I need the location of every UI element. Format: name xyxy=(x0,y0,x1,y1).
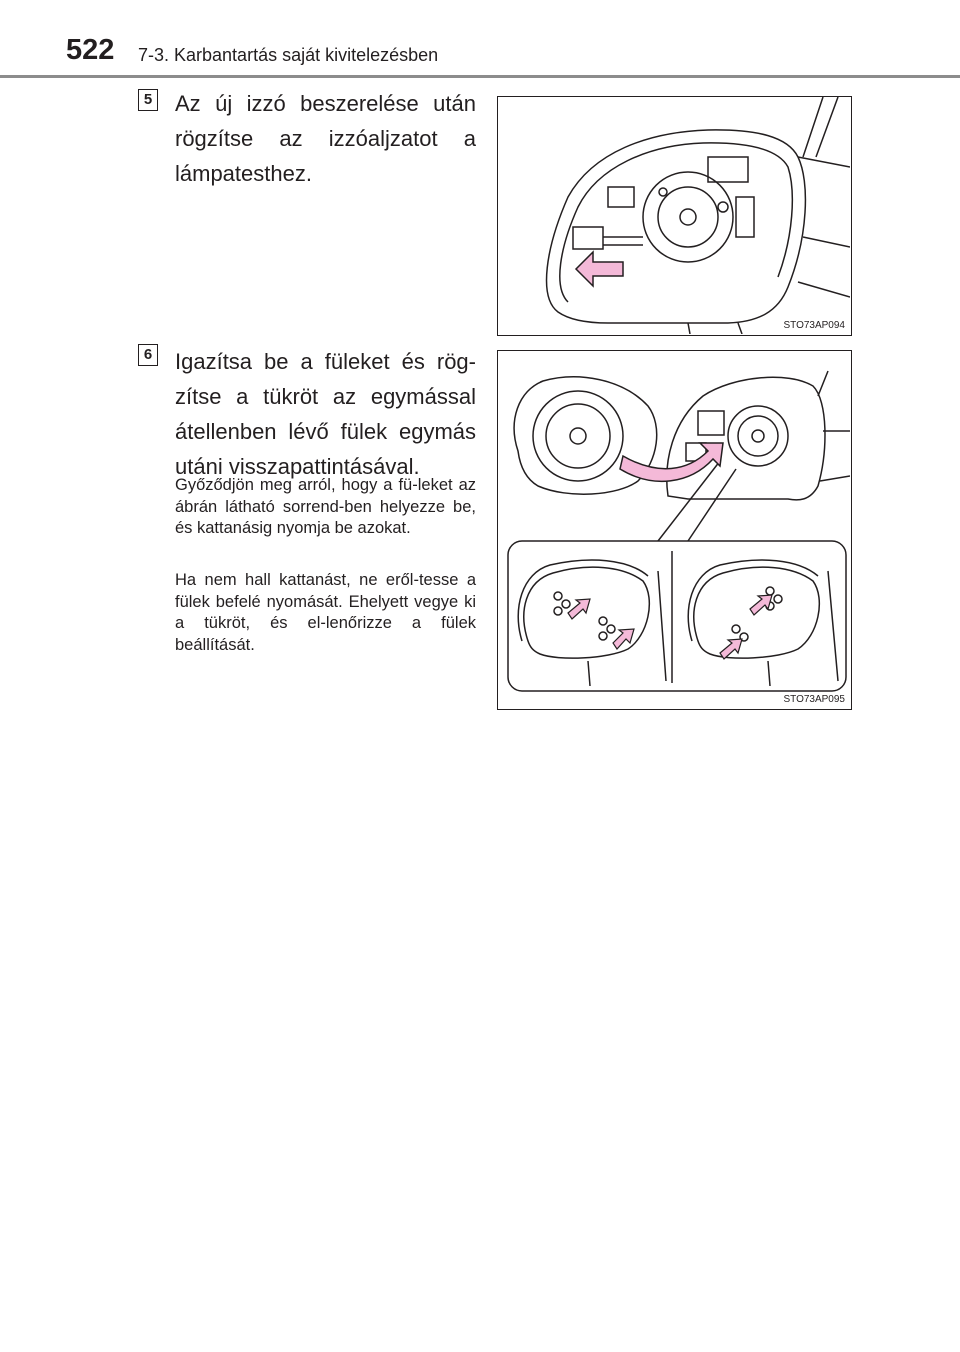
curved-arrow-icon xyxy=(620,443,723,481)
step-6-note-1: Győződjön meg arról, hogy a fü-leket az ábrán látható sorrend-ben helyezze be, és kattanásig nyomja be azokat. xyxy=(175,476,476,537)
step-6-note-2: Ha nem hall kattanást, ne eről-tesse a fülek befelé nyomását. Ehelyett vegye ki a tükröt, és el-lenőrizze a fülek beállítását. xyxy=(175,571,476,654)
header-divider xyxy=(0,75,960,78)
step-6-instruction: Igazítsa be a füleket és rög-zítse a tükröt az egymással átellenben lévő fülek egymás utáni visszapattintásával. xyxy=(175,349,476,479)
push-arrow-icon xyxy=(613,629,634,649)
push-arrow-icon xyxy=(750,595,772,615)
step-number-5: 5 xyxy=(138,89,158,111)
step-number-6: 6 xyxy=(138,344,158,366)
push-arrow-icon xyxy=(568,599,590,619)
figure-step-5 xyxy=(497,96,852,336)
section-title: 7-3. Karbantartás saját kivitelezésben xyxy=(138,45,439,65)
figure-step-6 xyxy=(497,350,852,710)
page-number: 522 xyxy=(66,34,115,66)
mirror-tab-alignment-illustration xyxy=(498,351,850,708)
figure-code: STO73AP094 xyxy=(783,320,845,331)
step-5-instruction: Az új izzó beszerelése után rögzítse az izzóaljzatot a lámpatesthez. xyxy=(175,91,476,186)
push-arrow-icon xyxy=(576,252,623,286)
push-arrow-icon xyxy=(720,639,742,659)
mirror-bulb-illustration xyxy=(498,97,850,334)
figure-code: STO73AP095 xyxy=(783,694,845,705)
page-header xyxy=(0,0,960,80)
